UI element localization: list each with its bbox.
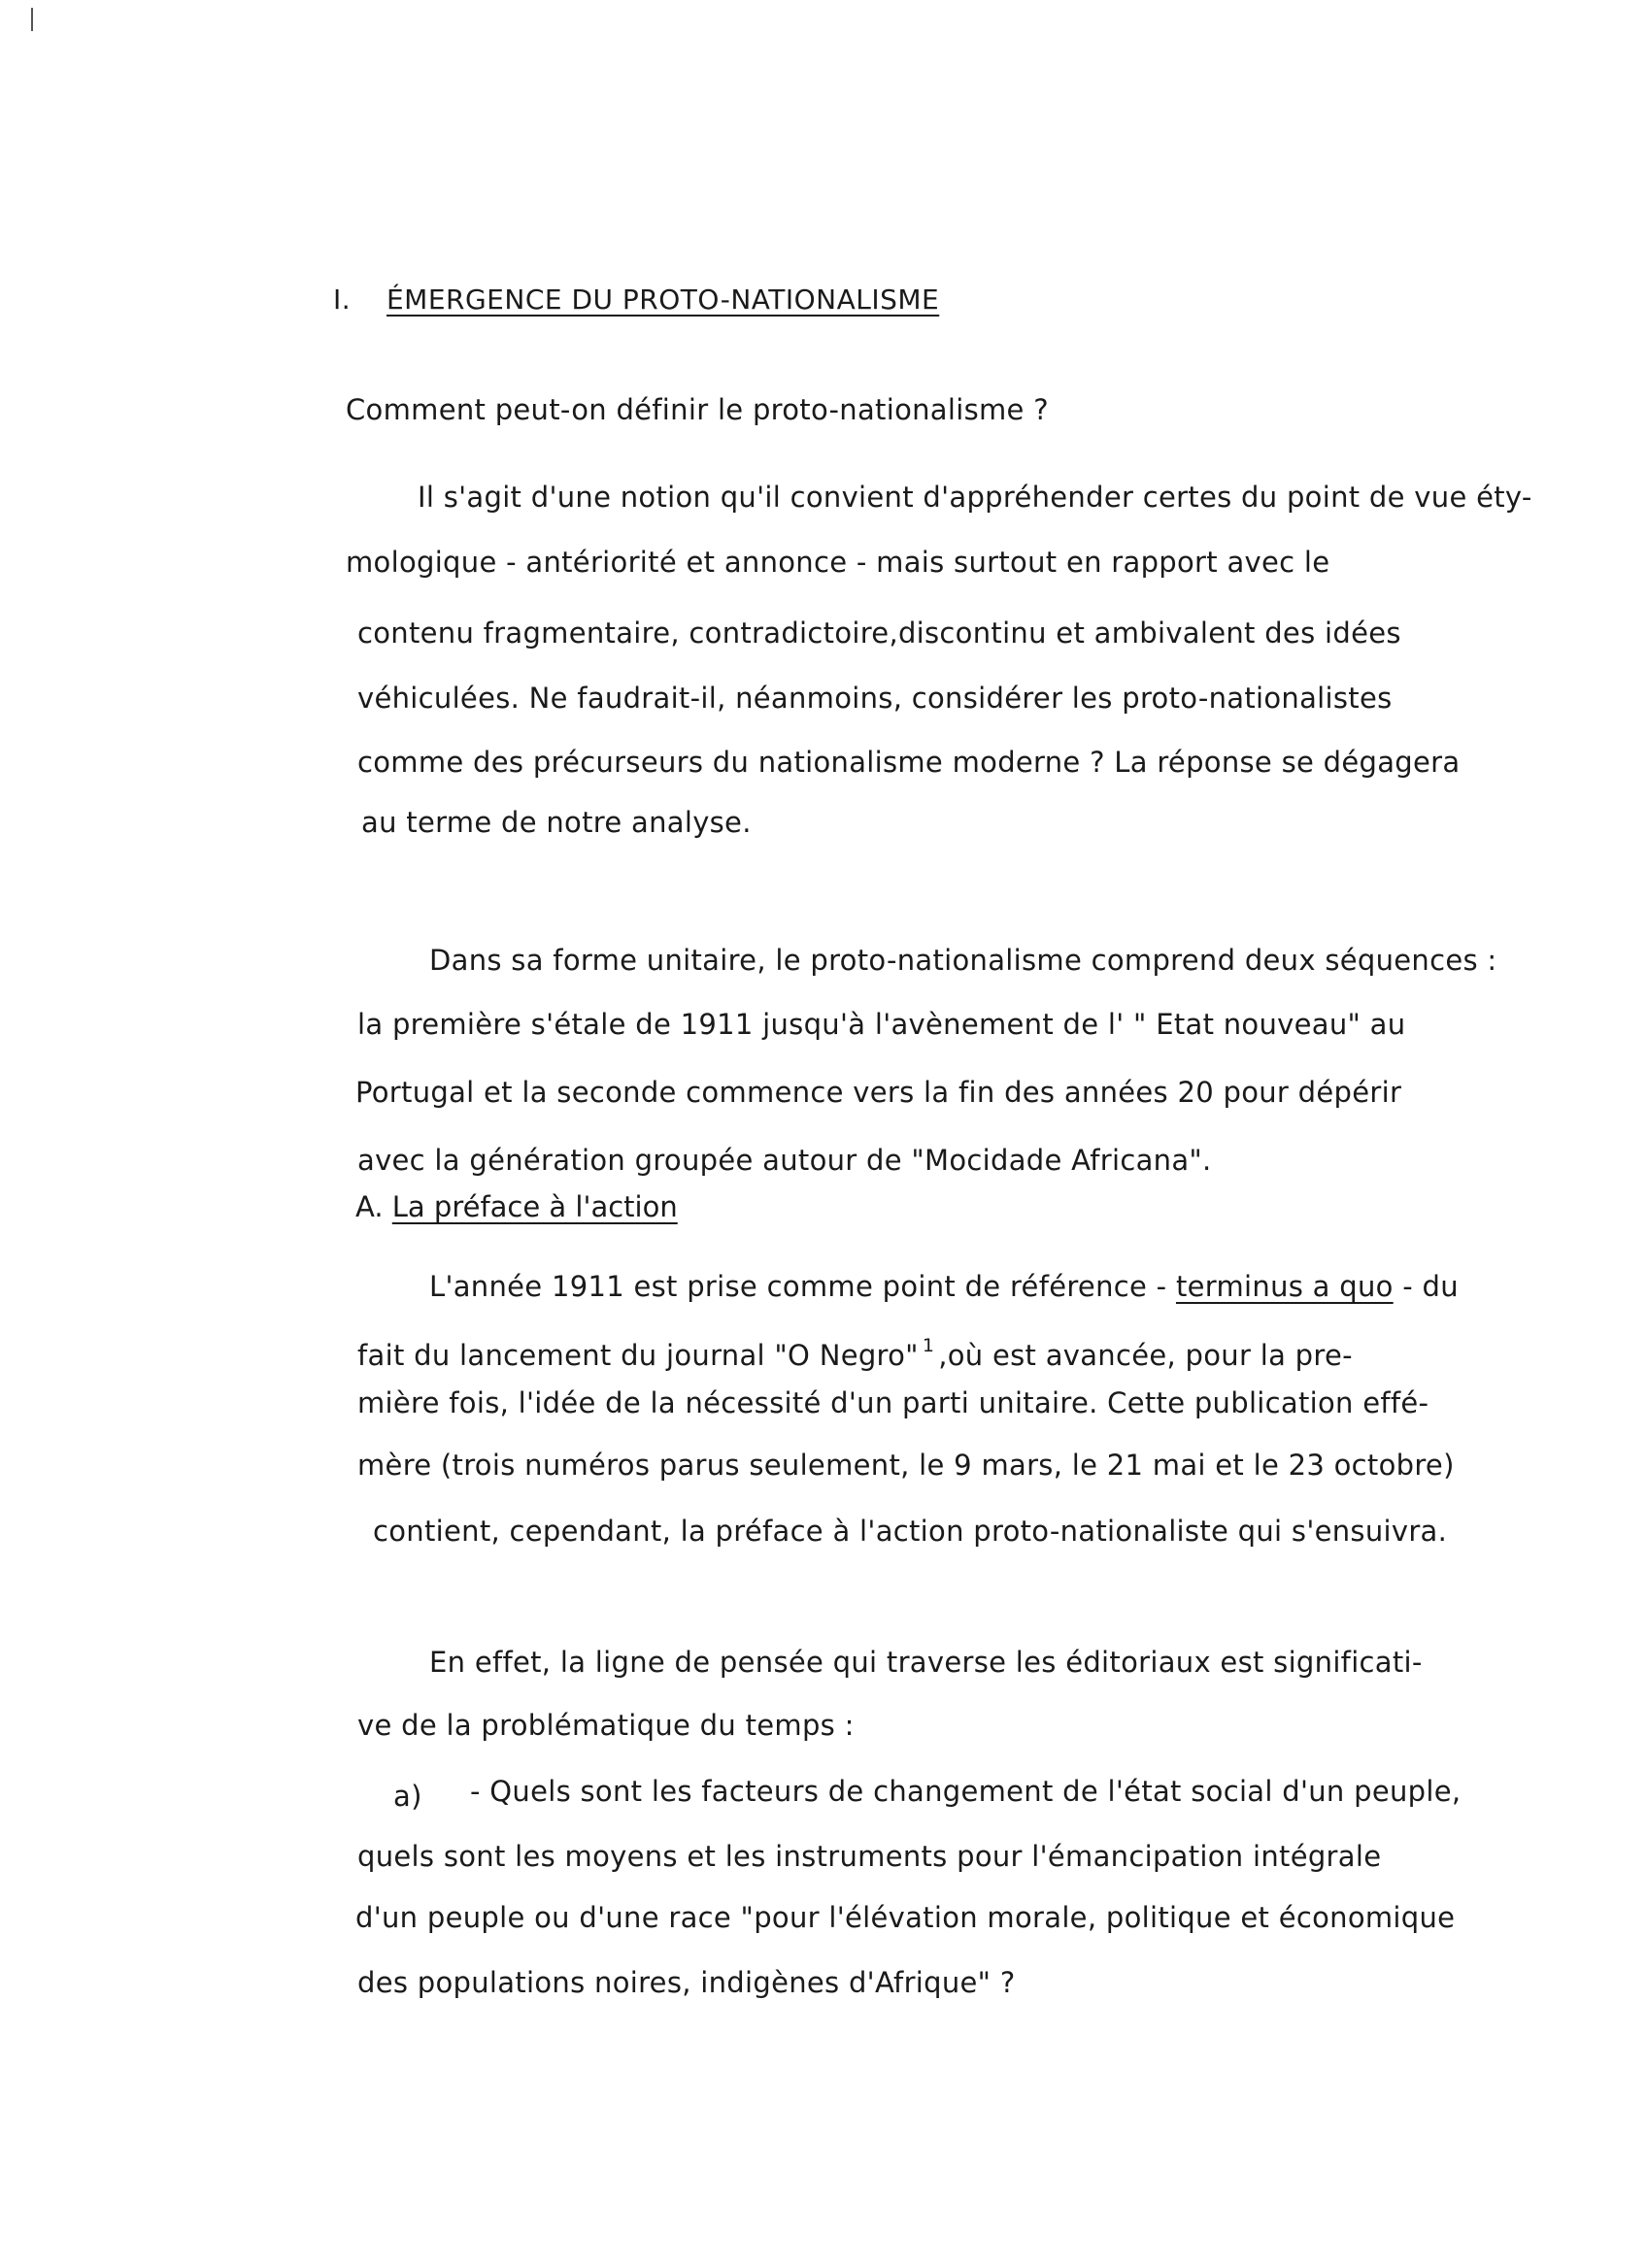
paragraph3-line — [357, 1335, 1353, 1372]
paragraph2-line: avec la génération groupée autour de "Mocidade Africana". — [357, 1144, 1212, 1177]
paragraph1-line: véhiculées. Ne faudrait-il, néanmoins, considérer les proto-nationalistes — [357, 682, 1393, 715]
paragraph3-line: mière fois, l'idée de la nécessité d'un parti unitaire. Cette publication effé- — [357, 1386, 1429, 1419]
paragraph2-line: Portugal et la seconde commence vers la fin des années 20 pour dépérir — [355, 1076, 1402, 1109]
paragraph3-line — [429, 1270, 1459, 1303]
intro-question: Comment peut-on définir le proto-nationalisme ? — [346, 393, 1049, 426]
paragraph1-line: contenu fragmentaire, contradictoire,discontinu et ambivalent des idées — [357, 617, 1401, 650]
subsection-letter: A. — [355, 1190, 384, 1223]
footnote-reference: 1 — [922, 1335, 935, 1356]
paragraph2-line: Dans sa forme unitaire, le proto-nationalisme comprend deux séquences : — [429, 944, 1497, 977]
item-a-line: des populations noires, indigènes d'Afrique" ? — [357, 1966, 1016, 1999]
paragraph1-line: comme des précurseurs du nationalisme moderne ? La réponse se dégagera — [357, 746, 1461, 779]
paragraph3-line: mère (trois numéros parus seulement, le 9 mars, le 21 mai et le 23 octobre) — [357, 1449, 1455, 1482]
paragraph3-text: ,où est avancée, pour la pre- — [938, 1339, 1353, 1372]
section-number: I. — [333, 284, 352, 316]
latin-term: terminus a quo — [1175, 1270, 1394, 1303]
section-heading — [333, 284, 939, 316]
paragraph3-line: contient, cependant, la préface à l'action proto-nationaliste qui s'ensuivra. — [373, 1515, 1448, 1548]
paragraph4-line: En effet, la ligne de pensée qui traverse les éditoriaux est significati- — [429, 1646, 1423, 1679]
subsection-title: La préface à l'action — [391, 1190, 678, 1223]
paragraph3-text: L'année 1911 est prise comme point de référence - — [429, 1270, 1176, 1303]
item-a-line: d'un peuple ou d'une race "pour l'élévation morale, politique et économique — [355, 1901, 1456, 1934]
item-a-line: quels sont les moyens et les instruments pour l'émancipation intégrale — [357, 1840, 1382, 1873]
paragraph1-line: Il s'agit d'une notion qu'il convient d'appréhender certes du point de vue éty- — [418, 481, 1532, 514]
item-a-line: - Quels sont les facteurs de changement de l'état social d'un peuple, — [470, 1775, 1462, 1808]
paragraph3-text: fait du lancement du journal "O Negro" — [357, 1339, 919, 1372]
paragraph2-line: la première s'étale de 1911 jusqu'à l'avènement de l' " Etat nouveau" au — [357, 1008, 1406, 1041]
paragraph1-line: au terme de notre analyse. — [361, 806, 752, 839]
scan-margin-mark — [31, 8, 33, 31]
paragraph3-text: - du — [1393, 1270, 1459, 1303]
subsection-heading — [355, 1190, 678, 1223]
paragraph4-line: ve de la problématique du temps : — [357, 1709, 855, 1742]
section-title: ÉMERGENCE DU PROTO-NATIONALISME — [386, 284, 940, 316]
list-marker: a) — [393, 1780, 422, 1813]
paragraph1-line: mologique - antériorité et annonce - mais surtout en rapport avec le — [346, 546, 1330, 579]
